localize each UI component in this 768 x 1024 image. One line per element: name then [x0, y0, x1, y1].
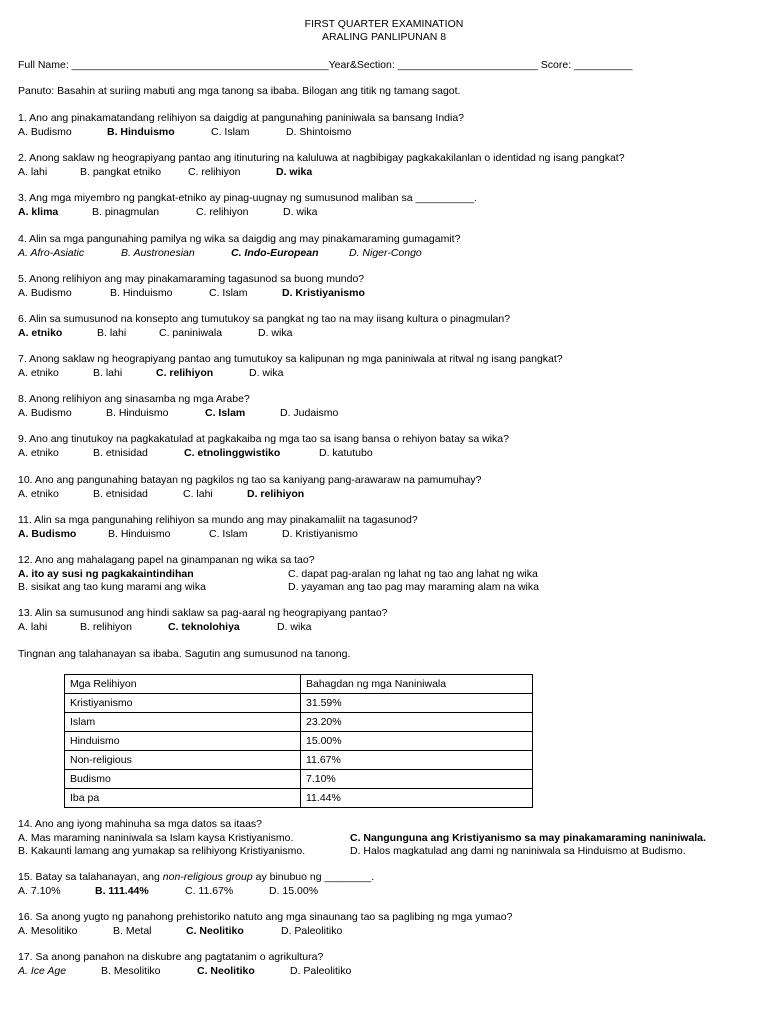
- question-stem: 13. Alin sa sumusunod ang hindi saklaw sa pag-aaral ng heograpiyang pantao?: [18, 607, 388, 619]
- option-b[interactable]: B. Hinduismo: [108, 527, 171, 540]
- question-1: [18, 112, 753, 139]
- option-b[interactable]: B. pinagmulan: [92, 205, 160, 218]
- option-b[interactable]: B. Metal: [113, 924, 152, 937]
- option-d[interactable]: D. wika: [258, 326, 293, 339]
- question-13: [18, 607, 753, 634]
- table-row: [65, 713, 533, 732]
- question-stem: 8. Anong relihiyon ang sinasamba ng mga Arabe?: [18, 393, 250, 405]
- option-a[interactable]: A. 7.10%: [18, 884, 61, 897]
- option-b[interactable]: B. lahi: [97, 326, 127, 339]
- option-d[interactable]: D. Kristiyanismo: [282, 527, 358, 540]
- option-b[interactable]: B. etnisidad: [93, 487, 148, 500]
- question-5: [18, 273, 753, 300]
- option-a[interactable]: A. etniko: [18, 446, 59, 459]
- question-8: [18, 393, 753, 420]
- option-b[interactable]: B. etnisidad: [93, 446, 148, 459]
- table-cell: 11.67%: [301, 751, 533, 770]
- religion-table: [64, 674, 533, 808]
- option-d[interactable]: D. yayaman ang tao pag may maraming alam na wika: [288, 581, 539, 593]
- question-14: [18, 818, 753, 859]
- table-cell: 7.10%: [301, 770, 533, 789]
- student-info-line: Full Name: ____________________________________________Year&Section: ________________________ Score: __________: [18, 59, 633, 71]
- option-c[interactable]: C. Islam: [209, 286, 248, 299]
- question-stem: 6. Alin sa sumusunod na konsepto ang tumutukoy sa pangkat ng tao na may iisang kultura o pinagmulan?: [18, 313, 511, 325]
- option-a[interactable]: A. etniko: [18, 326, 63, 339]
- table-cell: Islam: [65, 713, 301, 732]
- option-b[interactable]: B. relihiyon: [80, 620, 132, 633]
- question-stem: 17. Sa anong panahon na diskubre ang pagtatanim o agrikultura?: [18, 951, 324, 963]
- option-a[interactable]: A. Budismo: [18, 527, 77, 540]
- option-d[interactable]: D. Halos magkatulad ang dami ng naniniwala sa Hinduismo at Budismo.: [350, 845, 686, 857]
- option-d[interactable]: D. Paleolitiko: [281, 924, 343, 937]
- option-c[interactable]: C. relihiyon: [188, 165, 241, 178]
- question-stem: 1. Ano ang pinakamatandang relihiyon sa daigdig at pangunahing paniniwala sa bansang India?: [18, 112, 465, 124]
- option-c[interactable]: C. paniniwala: [159, 326, 223, 339]
- option-c[interactable]: C. Nangunguna ang Kristiyanismo sa may pinakamaraming naniniwala.: [350, 831, 706, 844]
- option-a[interactable]: A. Afro-Asiatic: [18, 246, 85, 259]
- option-b[interactable]: B. pangkat etniko: [80, 165, 162, 178]
- option-a[interactable]: A. etniko: [18, 487, 59, 500]
- option-c[interactable]: C. Neolitiko: [186, 924, 244, 937]
- question-stem: 14. Ano ang iyong mahinuha sa mga datos sa itaas?: [18, 818, 263, 830]
- table-cell: Iba pa: [65, 789, 301, 808]
- non-religious-term: non-religious group: [162, 871, 253, 883]
- option-b[interactable]: B. Hinduismo: [106, 406, 169, 419]
- option-a[interactable]: A. Ice Age: [18, 964, 67, 977]
- question-3: [18, 192, 753, 219]
- option-d[interactable]: D. Paleolitiko: [290, 964, 352, 977]
- option-b[interactable]: B. Austronesian: [121, 246, 195, 259]
- table-row: [65, 732, 533, 751]
- option-d[interactable]: D. Kristiyanismo: [282, 286, 365, 299]
- question-stem: 10. Ano ang pangunahing batayan ng pagkilos ng tao sa kaniyang pang-arawaraw na pamumuhay?: [18, 474, 482, 486]
- question-stem: 5. Anong relihiyon ang may pinakamaraming tagasunod sa buong mundo?: [18, 273, 365, 285]
- question-stem: 4. Alin sa mga pangunahing pamilya ng wika sa daigdig ang may pinakamaraming gumagamit?: [18, 233, 461, 245]
- exam-title: FIRST QUARTER EXAMINATION: [304, 18, 464, 30]
- table-row: [65, 789, 533, 808]
- option-d[interactable]: D. wika: [249, 366, 284, 379]
- question-12: [18, 554, 753, 595]
- question-stem: 15. Batay sa talahanayan, ang non-religious group ay binubuo ng ________.: [18, 871, 375, 883]
- option-c[interactable]: C. Islam: [205, 406, 246, 419]
- option-a[interactable]: A. Mas maraming naniniwala sa Islam kaysa Kristiyanismo.: [18, 831, 294, 844]
- option-d[interactable]: D. Shintoismo: [286, 125, 352, 138]
- option-a[interactable]: A. Budismo: [18, 125, 72, 138]
- option-c[interactable]: C. relihiyon: [196, 205, 249, 218]
- option-c[interactable]: C. dapat pag-aralan ng lahat ng tao ang lahat ng wika: [288, 567, 538, 580]
- option-b[interactable]: B. Hinduismo: [107, 125, 175, 138]
- option-d[interactable]: D. katutubo: [319, 446, 373, 459]
- table-row: [65, 770, 533, 789]
- question-15: [18, 871, 753, 898]
- option-c[interactable]: C. Neolitiko: [197, 964, 255, 977]
- table-row: [65, 751, 533, 770]
- table-cell: 15.00%: [301, 732, 533, 751]
- option-b[interactable]: B. Mesolitiko: [101, 964, 161, 977]
- exam-subject: ARALING PANLIPUNAN 8: [321, 31, 447, 43]
- question-16: [18, 911, 753, 938]
- question-stem: 16. Sa anong yugto ng panahong prehistoriko natuto ang mga sinaunang tao sa paglibing ng mga yumao?: [18, 911, 513, 923]
- option-d[interactable]: D. wika: [277, 620, 312, 633]
- option-c[interactable]: C. Islam: [211, 125, 250, 138]
- table-instructions: Tingnan ang talahanayan sa ibaba. Sagutin ang sumusunod na tanong.: [18, 648, 351, 660]
- option-b[interactable]: B. 111.44%: [95, 884, 149, 897]
- table-cell: 31.59%: [301, 694, 533, 713]
- option-d[interactable]: D. wika: [276, 165, 313, 178]
- option-d[interactable]: D. wika: [283, 205, 318, 218]
- option-d[interactable]: D. relihiyon: [247, 487, 305, 500]
- table-header-row: [65, 675, 533, 694]
- option-c[interactable]: C. teknolohiya: [168, 620, 240, 633]
- question-stem: 2. Anong saklaw ng heograpiyang pantao ang itinuturing na kaluluwa at nagbibigay pagkakakilanlan o identidad ng isang pangkat?: [18, 152, 625, 164]
- option-d[interactable]: D. Niger-Congo: [349, 246, 422, 259]
- question-7: [18, 353, 753, 380]
- table-header-cell: Bahagdan ng mga Naniniwala: [301, 675, 533, 694]
- question-2: [18, 152, 753, 179]
- option-a[interactable]: A. Mesolitiko: [18, 924, 78, 937]
- option-b[interactable]: B. Kakaunti lamang ang yumakap sa relihiyong Kristiyanismo.: [18, 845, 306, 857]
- option-c[interactable]: C. lahi: [183, 487, 213, 500]
- option-c[interactable]: C. relihiyon: [156, 366, 214, 379]
- question-17: [18, 951, 753, 978]
- option-a[interactable]: A. Budismo: [18, 286, 72, 299]
- option-a[interactable]: A. lahi: [18, 620, 48, 633]
- table-cell: Non-religious: [65, 751, 301, 770]
- table-cell: Budismo: [65, 770, 301, 789]
- option-b[interactable]: B. Hinduismo: [110, 286, 173, 299]
- question-stem: 7. Anong saklaw ng heograpiyang pantao ang tumutukoy sa kalipunan ng mga paniniwala at ritwal ng isang pangkat?: [18, 353, 563, 365]
- option-b[interactable]: B. lahi: [93, 366, 123, 379]
- table-cell: Kristiyanismo: [65, 694, 301, 713]
- option-a[interactable]: A. lahi: [18, 165, 48, 178]
- option-a[interactable]: A. klima: [18, 205, 59, 218]
- question-stem: 11. Alin sa mga pangunahing relihiyon sa mundo ang may pinakamaliit na tagasunod?: [18, 514, 418, 526]
- table-cell: 11.44%: [301, 789, 533, 808]
- option-b[interactable]: B. sisikat ang tao kung marami ang wika: [18, 581, 206, 593]
- question-9: [18, 433, 753, 460]
- option-a[interactable]: A. etniko: [18, 366, 59, 379]
- option-c[interactable]: C. Islam: [209, 527, 248, 540]
- question-stem: 12. Ano ang mahalagang papel na ginampanan ng wika sa tao?: [18, 554, 315, 566]
- question-stem: 3. Ang mga miyembro ng pangkat-etniko ay pinag-uugnay ng sumusunod maliban sa __________.: [18, 192, 477, 204]
- option-d[interactable]: D. 15.00%: [269, 884, 319, 897]
- question-4: [18, 233, 753, 260]
- table-row: [65, 694, 533, 713]
- table-header-cell: Mga Relihiyon: [65, 675, 301, 694]
- option-a[interactable]: A. Budismo: [18, 406, 72, 419]
- option-d[interactable]: D. Judaismo: [280, 406, 339, 419]
- question-11: [18, 514, 753, 541]
- option-c[interactable]: C. Indo-European: [231, 246, 319, 259]
- table-cell: 23.20%: [301, 713, 533, 732]
- option-c[interactable]: C. etnolinggwistiko: [184, 446, 281, 459]
- table-cell: Hinduismo: [65, 732, 301, 751]
- question-10: [18, 474, 753, 501]
- option-c[interactable]: C. 11.67%: [185, 884, 234, 897]
- question-stem: 9. Ano ang tinutukoy na pagkakatulad at pagkakaiba ng mga tao sa isang bansa o rehiyon batay sa wika?: [18, 433, 509, 445]
- option-a[interactable]: A. ito ay susi ng pagkakaintindihan: [18, 567, 194, 580]
- directions: Panuto: Basahin at suriing mabuti ang mga tanong sa ibaba. Bilogan ang titik ng tamang sagot.: [18, 85, 461, 97]
- question-6: [18, 313, 753, 340]
